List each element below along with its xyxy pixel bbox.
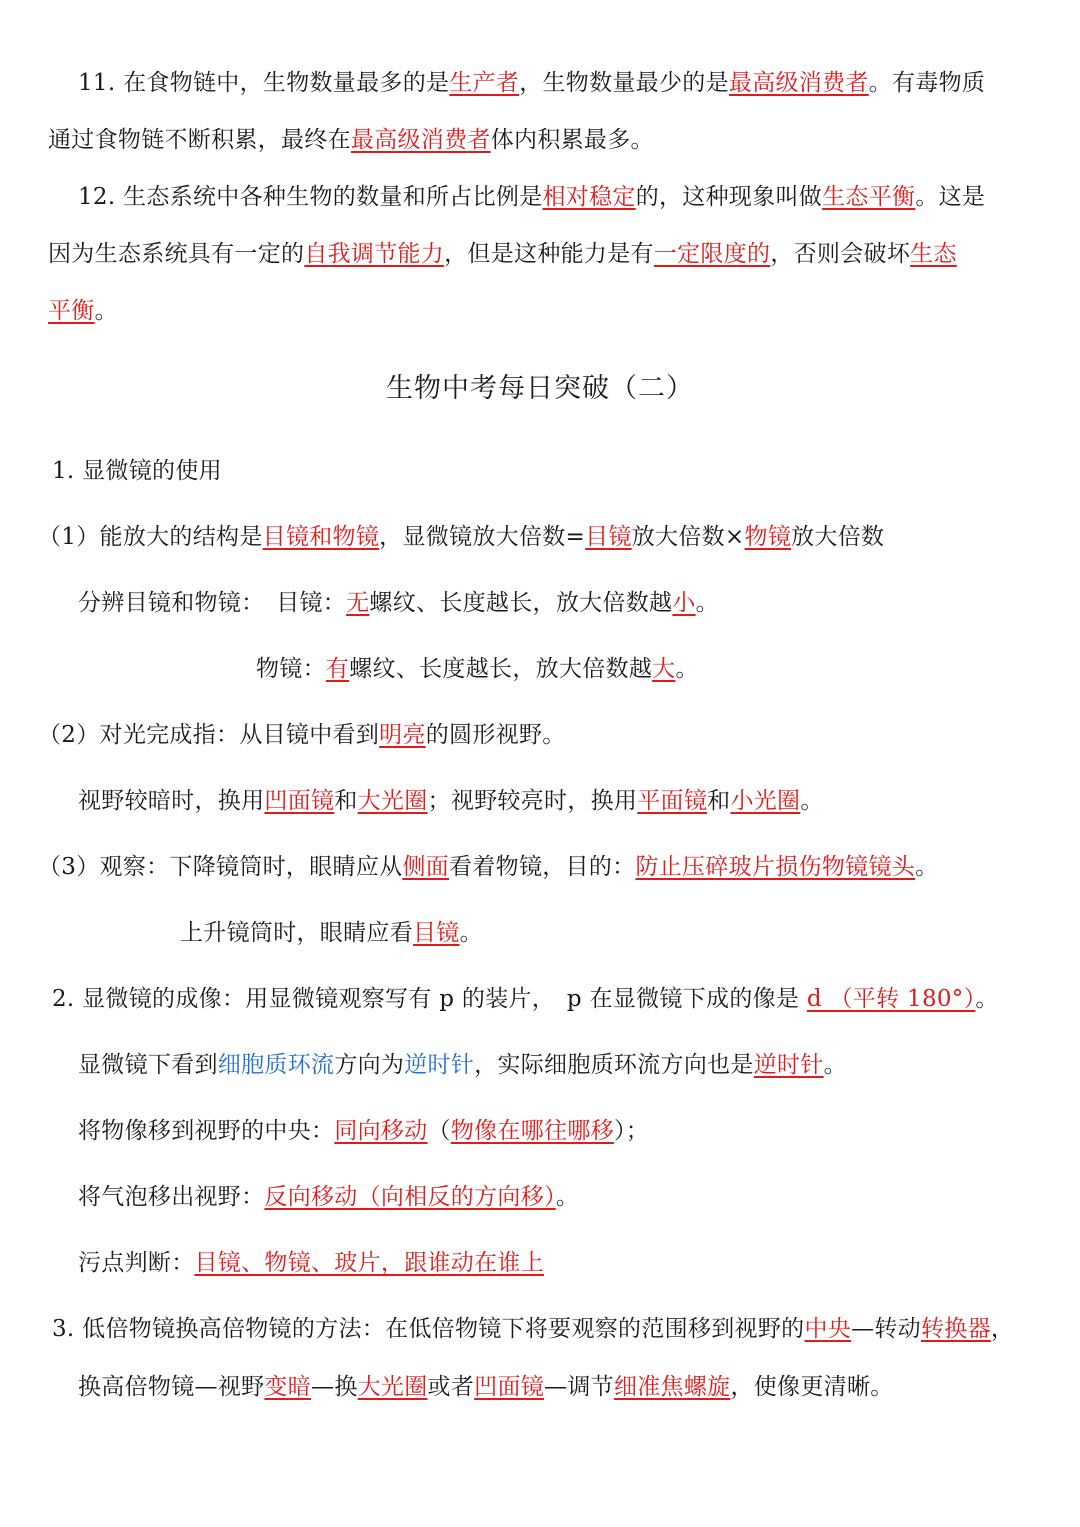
highlight-term: 细胞质环流 (217, 1052, 335, 1078)
text: （1）能放大的结构是 (38, 524, 263, 550)
text: —换 (311, 1374, 358, 1400)
text: 分辨目镜和物镜： 目镜： (78, 590, 347, 616)
text: （2）对光完成指：从目镜中看到 (38, 722, 380, 748)
text: 方向为 (334, 1052, 405, 1078)
text: 。这是 (915, 184, 986, 210)
answer: 一定限度的 (653, 241, 771, 267)
text: 3. 低倍物镜换高倍物镜的方法：在低倍物镜下将要观察的范围移到视野的 (52, 1316, 805, 1342)
text: ；视野较亮时，换用 (427, 788, 638, 814)
answer: 转换器 (920, 1316, 991, 1342)
text: 通过食物链不断积累，最终在 (48, 127, 351, 153)
text: 的圆形视野。 (425, 722, 566, 748)
s1-p5 (78, 786, 824, 816)
highlight-term: 逆时针 (404, 1052, 475, 1078)
text: 。 (695, 590, 719, 616)
text: 。 (555, 1184, 580, 1210)
text: ，实际细胞质环流方向也是 (474, 1052, 754, 1078)
answer: 相对稳定 (542, 184, 636, 210)
text: 物镜： (256, 656, 326, 682)
answer: 防止压碎玻片损伤物镜镜头 (635, 854, 916, 880)
text: 。 (94, 298, 118, 324)
answer: 生产者 (449, 70, 520, 96)
s2-p1 (52, 984, 999, 1014)
section-1-heading: 1. 显微镜的使用 (52, 458, 222, 484)
answer: 小 (672, 590, 696, 616)
text: 和 (334, 788, 358, 814)
answer: 侧面 (402, 854, 450, 880)
s2-p5 (78, 1248, 544, 1278)
text: 因为生态系统具有一定的 (48, 241, 305, 267)
item-11-line-1 (78, 68, 985, 98)
text: 视野较暗时，换用 (78, 788, 265, 814)
text: 放大倍数 (791, 524, 885, 550)
answer: 自我调节能力 (304, 241, 445, 267)
text: 将气泡移出视野： (78, 1184, 265, 1210)
answer: 目镜和物镜 (262, 524, 380, 550)
text: —转动 (851, 1316, 921, 1342)
answer: 目镜、物镜、玻片，跟谁动在谁上 (194, 1250, 544, 1276)
answer: 同向移动 (334, 1118, 428, 1144)
answer: 逆时针 (753, 1052, 824, 1078)
text: 11. 在食物链中，生物数量最多的是 (78, 70, 450, 96)
text: 螺纹、长度越长，放大倍数越 (369, 590, 673, 616)
answer: 细准焦螺旋 (613, 1374, 731, 1400)
text: 看着物镜，目的： (449, 854, 636, 880)
text: 上升镜筒时，眼睛应看 (180, 920, 413, 946)
text: 。 (915, 854, 939, 880)
answer: 平面镜 (637, 788, 708, 814)
answer: 小光圈 (730, 788, 801, 814)
text: 放大倍数× (631, 524, 745, 550)
s2-p2 (78, 1050, 847, 1080)
s2-p4 (78, 1182, 579, 1212)
answer: 无 (346, 590, 370, 616)
answer: d （平转 180°） (806, 986, 976, 1012)
answer: 最高级消费者 (728, 70, 869, 96)
s3-p1 (52, 1314, 1014, 1344)
text: （ (427, 1118, 451, 1144)
answer: 大光圈 (357, 1374, 428, 1400)
answer: 生态平衡 (822, 184, 916, 210)
s1-p7 (180, 918, 483, 948)
text: 。 (823, 1052, 847, 1078)
text: 。 (675, 656, 699, 682)
page-title: 生物中考每日突破（二） (386, 373, 694, 404)
answer: 凹面镜 (474, 1374, 545, 1400)
text: 换高倍物镜—视野 (78, 1374, 265, 1400)
answer: 凹面镜 (264, 788, 335, 814)
answer: 平衡 (48, 298, 95, 324)
text: 或者 (427, 1374, 475, 1400)
item-11-line-2 (48, 125, 654, 155)
text: 污点判断： (78, 1250, 195, 1276)
text: （3）观察：下降镜筒时，眼睛应从 (38, 854, 403, 880)
answer: 大 (652, 656, 676, 682)
answer: 物像在哪往哪移 (450, 1118, 614, 1144)
s1-p4 (38, 720, 566, 750)
answer: 目镜 (413, 920, 460, 946)
text: ，但是这种能力是有 (444, 241, 654, 267)
text: 。 (459, 920, 483, 946)
text: ，否则会破坏 (770, 241, 911, 267)
answer: 生态 (910, 241, 957, 267)
s1-p1 (38, 522, 884, 552)
answer: 明亮 (379, 722, 426, 748)
answer: 物镜 (744, 524, 792, 550)
answer: 有 (325, 656, 350, 682)
text: 螺纹、长度越长，放大倍数越 (349, 656, 653, 682)
text: 2. 显微镜的成像：用显微镜观察写有 p 的装片， p 在显微镜下成的像是 (52, 986, 807, 1012)
answer: 反向移动（向相反的方向移） (264, 1184, 556, 1210)
s1-p6 (38, 852, 938, 882)
item-12-line-1 (78, 182, 985, 212)
text: 。 (800, 788, 824, 814)
text: 体内积累最多。 (490, 127, 654, 153)
s2-p3 (78, 1116, 649, 1146)
text: 显微镜下看到 (78, 1052, 218, 1078)
answer: 最高级消费者 (350, 127, 491, 153)
s1-p3 (256, 654, 699, 684)
s3-p2 (78, 1372, 894, 1402)
text: 将物像移到视野的中央： (78, 1118, 335, 1144)
text: 。有毒物质 (868, 70, 986, 96)
text: 12. 生态系统中各种生物的数量和所占比例是 (78, 184, 543, 210)
answer: 目镜 (585, 524, 632, 550)
item-12-line-3 (48, 296, 118, 326)
s1-p2 (78, 588, 719, 618)
text: 和 (707, 788, 731, 814)
text: ，显微镜放大倍数= (379, 524, 586, 550)
text: ，生物数量最少的是 (519, 70, 729, 96)
answer: 大光圈 (357, 788, 428, 814)
text: 的，这种现象叫做 (635, 184, 823, 210)
answer: 中央 (804, 1316, 852, 1342)
text: ，使像更清晰。 (730, 1374, 894, 1400)
text: ， (990, 1316, 1015, 1342)
text: ）； (613, 1118, 650, 1144)
text: —调节 (544, 1374, 614, 1400)
answer: 变暗 (264, 1374, 312, 1400)
item-12-line-2 (48, 239, 957, 269)
text: 。 (975, 986, 999, 1012)
